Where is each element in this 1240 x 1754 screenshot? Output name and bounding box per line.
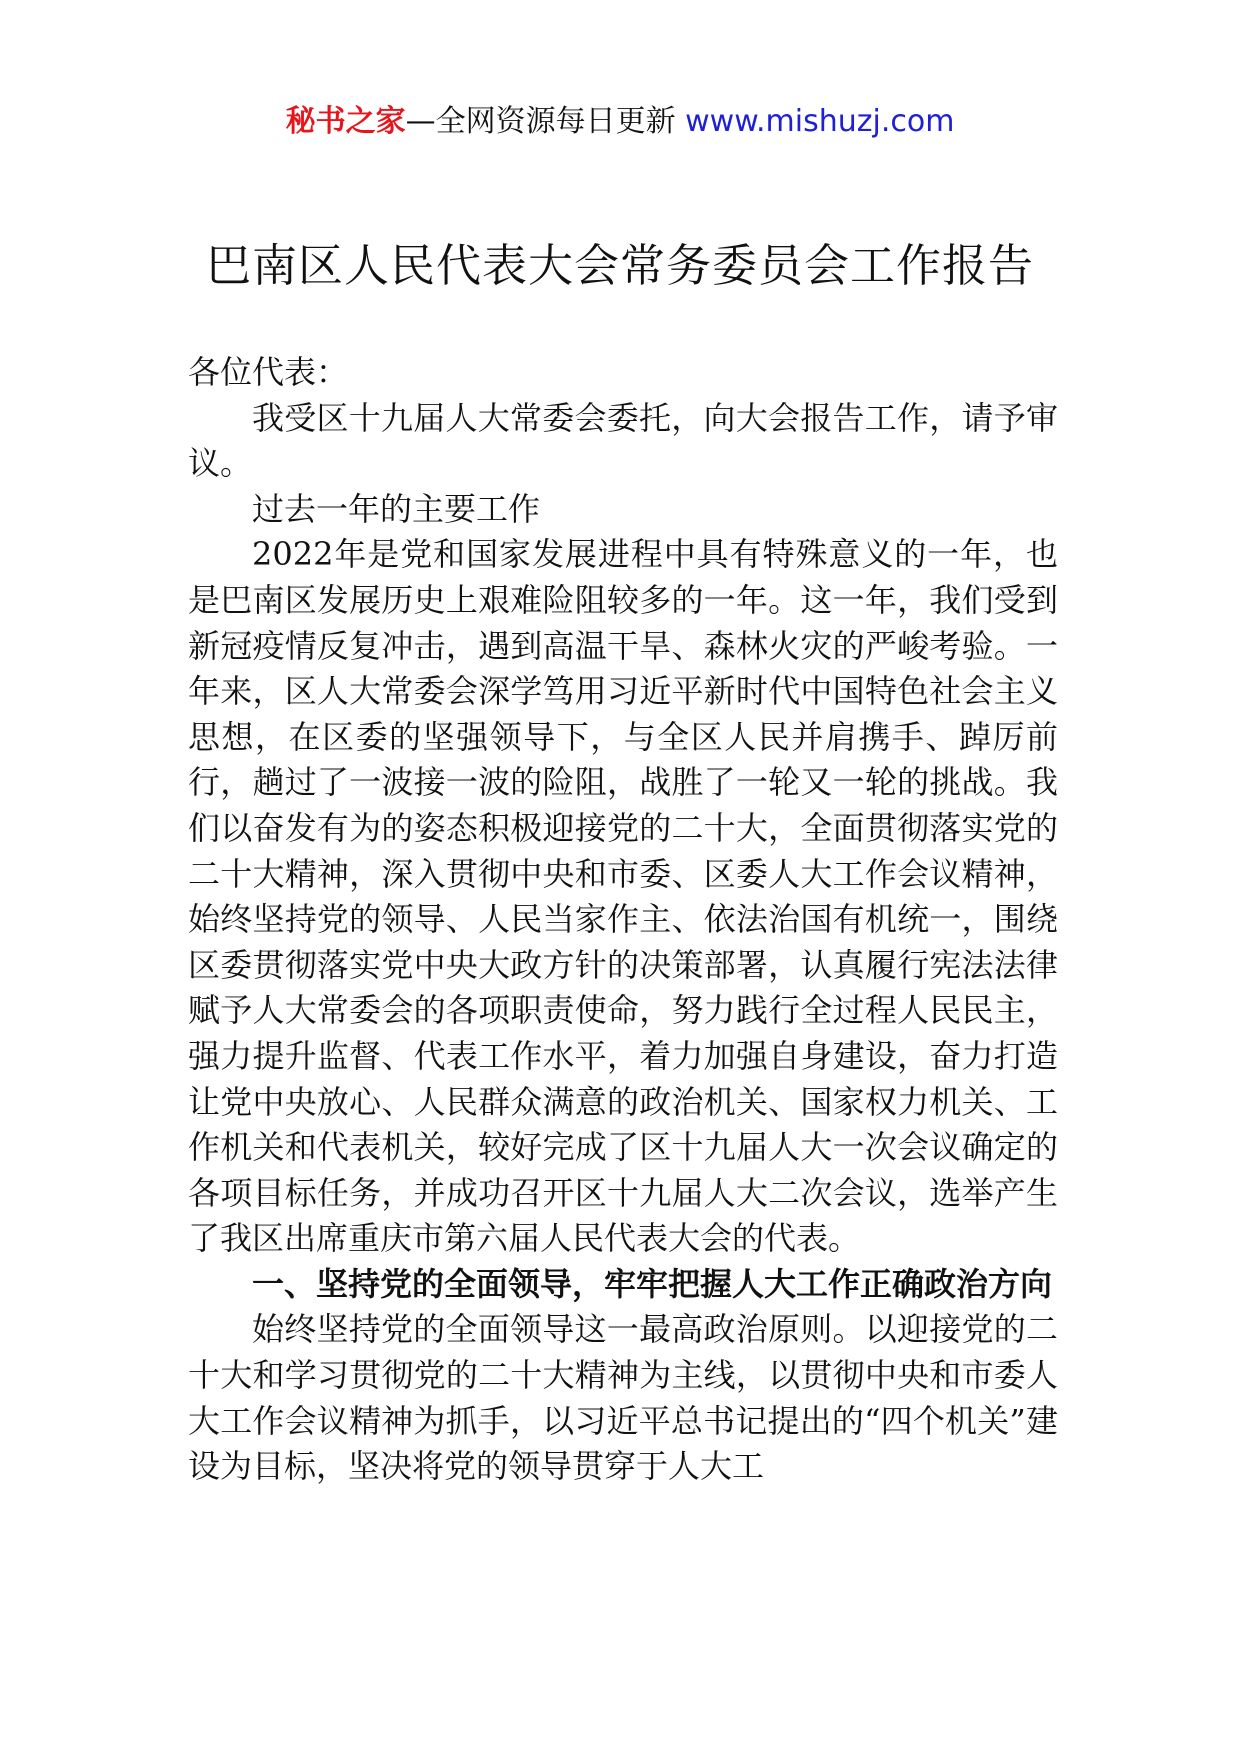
overview-paragraph: 2022年是党和国家发展进程中具有特殊意义的一年，也是巴南区发展历史上艰难险阻较多的一年。这一年，我们受到新冠疫情反复冲击，遇到高温干旱、森林火灾的严峻考验。一年来，区人大常委会深学笃用习近平新时代中国特色社会主义思想，在区委的坚强领导下，与全区人民并肩携手、踔厉前行，趟过了一波接一波的险阻，战胜了一轮又一轮的挑战。我们以奋发有为的姿态积极迎接党的二十大，全面贯彻落实党的二十大精神，深入贯彻中央和市委、区委人大工作会议精神，始终坚持党的领导、人民当家作主、依法治国有机统一，围绕区委贯彻落实党中央大政方针的决策部署，认真履行宪法法律赋予人大常委会的各项职责使命，努力践行全过程人民民主，强力提升监督、代表工作水平，着力加强自身建设，奋力打造让党中央放心、人民群众满意的政治机关、国家权力机关、工作机关和代表机关，较好完成了区十九届人大一次会议确定的各项目标任务，并成功召开区十九届人大二次会议，选举产生了我区出席重庆市第六届人民代表大会的代表。 (188, 535, 1058, 1258)
salutation: 各位代表： (188, 353, 349, 391)
part-heading: 过去一年的主要工作 (252, 489, 541, 528)
banner-url-link[interactable]: www.mishuzj.com (685, 104, 955, 139)
intro-paragraph: 我受区十九届人大常委会委托，向大会报告工作，请予审议。 (188, 398, 1058, 483)
document-body (188, 350, 1058, 1490)
site-banner (0, 100, 1240, 144)
document-title: 巴南区人民代表大会常务委员会工作报告 (205, 239, 1034, 292)
banner-slogan: —全网资源每日更新 (405, 104, 676, 139)
banner-brand: 秘书之家 (285, 104, 406, 139)
section-1-heading: 一、坚持党的全面领导，牢牢把握人大工作正确政治方向 (252, 1264, 1053, 1303)
section-1-paragraph: 始终坚持党的全面领导这一最高政治原则。以迎接党的二十大和学习贯彻党的二十大精神为主线，以贯彻中央和市委人大工作会议精神为抓手，以习近平总书记提出的“四个机关”建设为目标，坚决将党的领导贯穿于人大工 (188, 1310, 1058, 1486)
